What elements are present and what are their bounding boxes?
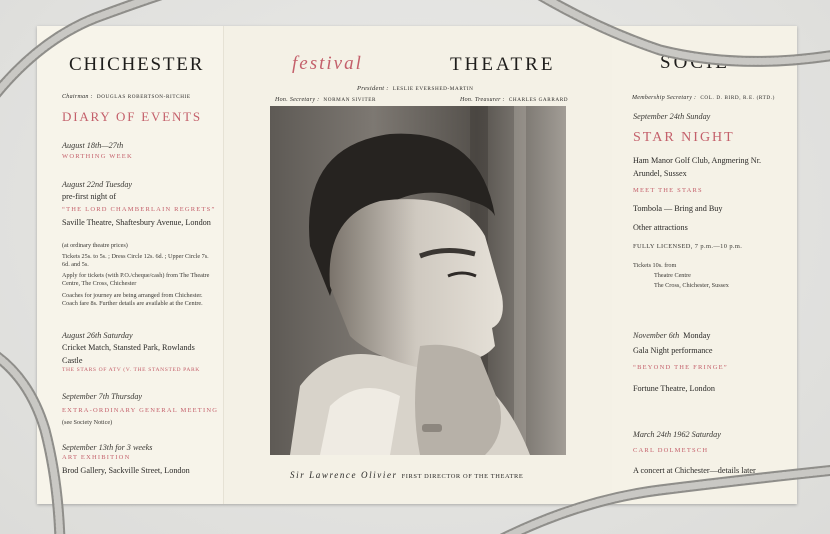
- membership-line: [632, 86, 775, 104]
- r2-date-italic: November 6th: [633, 331, 680, 340]
- star-night-title: STAR NIGHT: [633, 130, 735, 145]
- hon-treasurer-label: Hon. Treasurer :: [460, 97, 505, 103]
- r1-tombola: Tombola — Bring and Buy: [633, 204, 723, 213]
- event5-venue: Brod Gallery, Sackville Street, London: [62, 466, 190, 475]
- event2-tickets: Tickets 25s. to 5s. ; Dress Circle 12s. 6d. ; Upper Circle 7s. 6d. and 5s.: [62, 253, 209, 269]
- hon-treasurer-name: CHARLES GARRARD: [508, 97, 569, 103]
- r1-licensed: FULLY LICENSED, 7 p.m.—10 p.m.: [633, 243, 743, 250]
- event2-line1: pre-first night of: [62, 192, 117, 201]
- r2-title: Gala Night performance: [633, 346, 713, 355]
- r3-date: March 24th 1962 Saturday: [633, 430, 721, 439]
- r2-venue: Fortune Theatre, London: [633, 384, 715, 393]
- theatre-title: THEATRE: [450, 54, 556, 75]
- event2-venue: Saville Theatre, Shaftesbury Avenue, London: [62, 218, 211, 227]
- hon-treasurer-line: [460, 88, 568, 106]
- hon-secretary-name: NORMAN SIVITER: [323, 97, 377, 103]
- hon-secretary-label: Hon. Secretary :: [275, 97, 320, 103]
- society-title-partial: SOCIE: [660, 52, 730, 73]
- event3-note: THE STARS OF ATV (V. THE STANSTED PARK: [62, 367, 200, 373]
- event1-title: WORTHING WEEK: [62, 153, 133, 160]
- r1-meet: MEET THE STARS: [633, 187, 703, 194]
- hon-secretary-line: [275, 88, 376, 106]
- event2-coaches: Coaches for journey are being arranged from Chichester. Coach fare 8s. Further details are available at the Centre.: [62, 292, 203, 308]
- chairman-label: Chairman :: [62, 94, 93, 100]
- event2-play: “THE LORD CHAMBERLAIN REGRETS”: [62, 206, 216, 213]
- event5-title: ART EXHIBITION: [62, 454, 131, 461]
- festival-word: festival: [292, 53, 363, 74]
- chairman-name: DOUGLAS ROBERTSON-RITCHIE: [96, 94, 191, 100]
- chichester-title: CHICHESTER: [69, 54, 205, 75]
- membership-label: Membership Secretary :: [632, 95, 697, 101]
- event3-title: Cricket Match, Stansted Park, Rowlands Castle: [62, 343, 195, 365]
- r2-play: “BEYOND THE FRINGE”: [633, 364, 728, 371]
- r1-centre: Theatre Centre: [654, 272, 691, 279]
- portrait-illustration: [270, 106, 566, 455]
- photo-caption: [290, 465, 523, 483]
- r1-date: September 24th Sunday: [633, 112, 711, 121]
- event2-prices: (at ordinary theatre prices): [62, 242, 128, 249]
- olivier-portrait-photo: [270, 106, 566, 455]
- r3-title: CARL DOLMETSCH: [633, 447, 709, 454]
- r1-tickets: Tickets 10s. from: [633, 262, 677, 269]
- president-name: LESLIE EVERSHED-MARTIN: [392, 86, 474, 92]
- caption-name: Sir Lawrence Olivier: [290, 470, 398, 480]
- event4-title: EXTRA-ORDINARY GENERAL MEETING: [62, 407, 219, 414]
- caption-role: FIRST DIRECTOR OF THE THEATRE: [401, 473, 524, 480]
- event4-date: September 7th Thursday: [62, 392, 143, 401]
- president-label: President :: [357, 85, 389, 92]
- event2-date: August 22nd Tuesday: [62, 180, 133, 189]
- membership-name: COL. D. BIRD, R.E. (RTD.): [700, 95, 775, 101]
- event5-date: September 13th for 3 weeks: [62, 443, 153, 452]
- r2-date-day: Monday: [683, 331, 711, 340]
- chairman-line: [62, 85, 191, 103]
- r3-desc: A concert at Chichester—details later: [633, 466, 756, 475]
- r1-other: Other attractions: [633, 223, 688, 232]
- diary-heading: DIARY OF EVENTS: [62, 109, 202, 124]
- r1-venue: Ham Manor Golf Club, Angmering Nr. Arundel, Sussex: [633, 156, 762, 178]
- event3-date: August 26th Saturday: [62, 331, 133, 340]
- event2-apply: Apply for tickets (with P.O./cheque/cash) from The Theatre Centre, The Cross, Chichester: [62, 272, 210, 288]
- event4-note: (see Society Notice): [62, 419, 113, 426]
- r1-cross: The Cross, Chichester, Sussex: [654, 282, 729, 289]
- r2-date: [633, 325, 710, 343]
- event1-date: August 18th—27th: [62, 141, 124, 150]
